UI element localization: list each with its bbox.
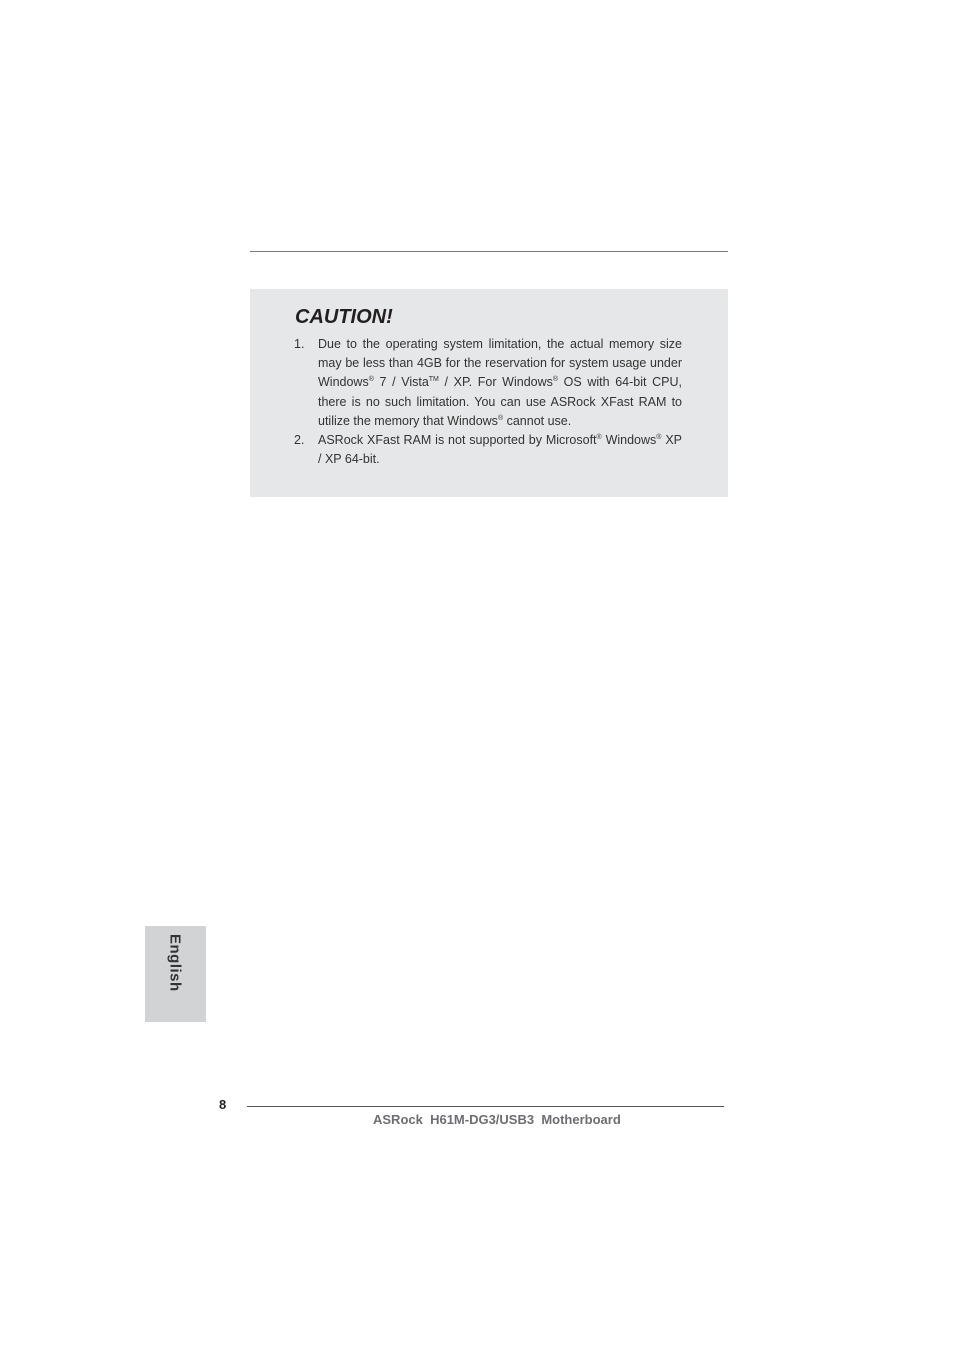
item-number: 1. xyxy=(294,337,305,351)
registered-mark: ® xyxy=(368,376,374,384)
text-run: OS with 64-bit CPU, there is no such limitation. You can use ASRock XFast RAM to utilize the memory that Windows xyxy=(318,375,682,428)
text-run: 7 / Vista xyxy=(373,375,429,390)
footer-title: ASRock H61M-DG3/USB3 Motherboard xyxy=(373,1112,621,1127)
caution-item-1 xyxy=(294,335,682,431)
trademark-mark: TM xyxy=(428,376,439,384)
caution-item-2 xyxy=(294,431,682,469)
registered-mark: ® xyxy=(596,434,602,442)
caution-list xyxy=(294,335,682,469)
text-run: / XP. For Windows xyxy=(438,375,553,390)
language-tab xyxy=(145,926,206,1022)
text-run: ASRock XFast RAM is not supported by Microsoft xyxy=(318,433,597,448)
page-number: 8 xyxy=(219,1097,227,1112)
top-divider xyxy=(250,251,728,252)
registered-mark: ® xyxy=(552,376,559,384)
footer-divider xyxy=(247,1106,724,1107)
registered-mark: ® xyxy=(497,414,504,422)
caution-box xyxy=(250,289,728,497)
item-text xyxy=(318,335,682,431)
text-run: cannot use. xyxy=(503,413,572,428)
language-label: English xyxy=(166,934,184,992)
text-run: Windows xyxy=(601,433,657,448)
item-text xyxy=(318,431,682,469)
caution-title: CAUTION! xyxy=(295,306,393,328)
text-run: Due to the operating system limitation, the actual memory size may be less than 4GB for the reservation for system usage under Windows xyxy=(318,337,682,390)
item-number: 2. xyxy=(294,433,305,448)
text-run: XP / XP 64-bit. xyxy=(318,433,682,467)
registered-mark: ® xyxy=(656,434,662,442)
